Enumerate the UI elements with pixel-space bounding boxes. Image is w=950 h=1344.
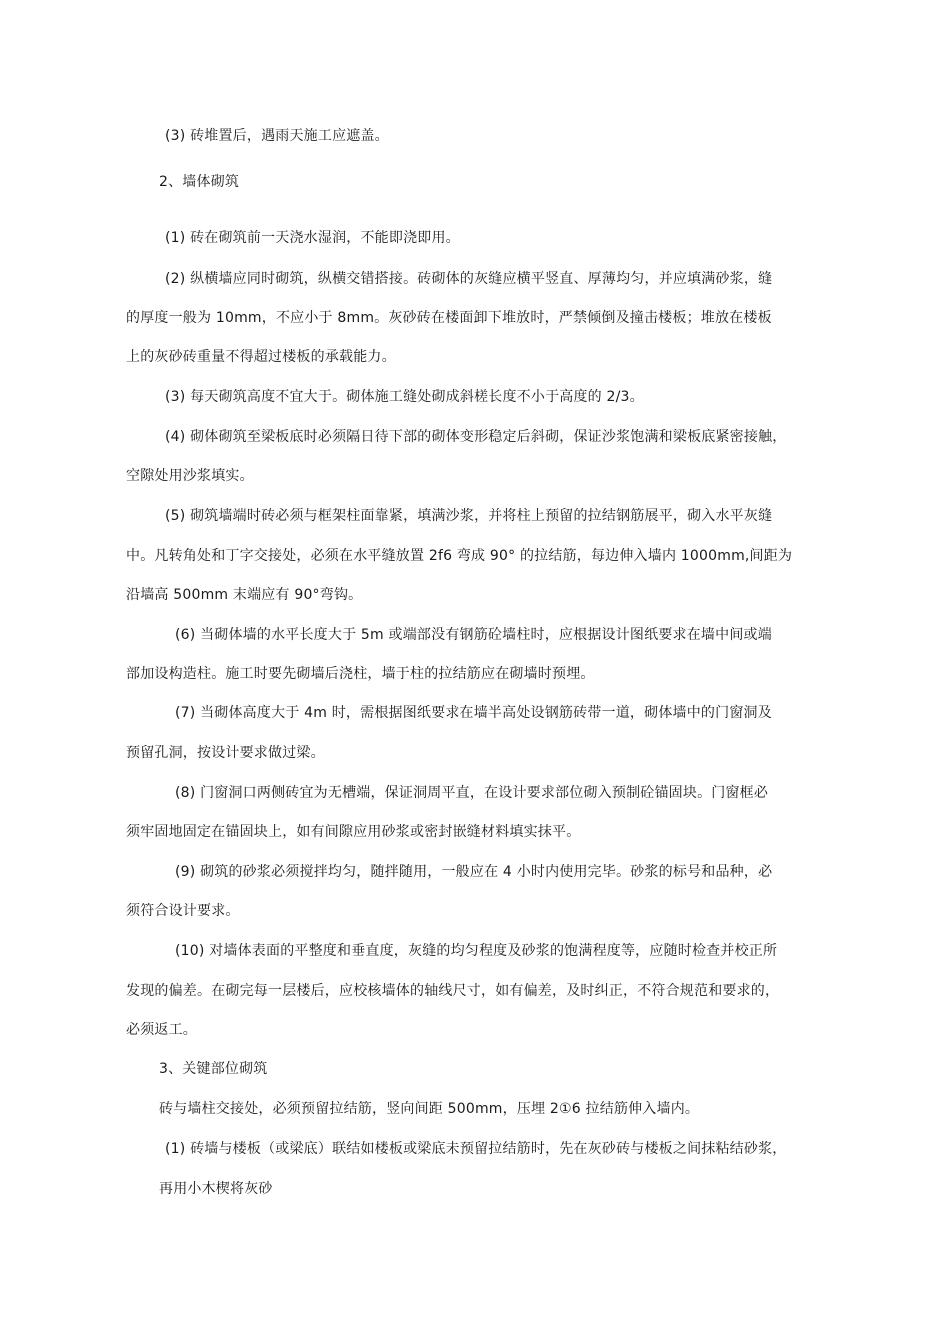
paragraph-line: (3) 砖堆置后，遇雨天施工应遮盖。 [165, 128, 389, 144]
paragraph-line: 空隙处用沙浆填实。 [126, 468, 254, 484]
paragraph-line: (7) 当砌体高度大于 4m 时，需根据图纸要求在墙半高处设钢筋砖带一道，砌体墙中的门窗洞及 [175, 705, 772, 721]
paragraph-line: (1) 砖墙与楼板（或梁底）联结如楼板或梁底未预留拉结筋时，先在灰砂砖与楼板之间抹粘结砂浆， [165, 1141, 787, 1157]
paragraph-line: 预留孔洞，按设计要求做过梁。 [126, 745, 325, 761]
section-heading: 2、墙体砌筑 [159, 174, 240, 190]
section-heading: 3、关键部位砌筑 [159, 1061, 268, 1077]
paragraph-line: 再用小木楔将灰砂 [159, 1181, 273, 1197]
paragraph-line: 须牢固地固定在锚固块上，如有间隙应用砂浆或密封嵌缝材料填实抹平。 [126, 824, 581, 840]
paragraph-line: (8) 门窗洞口两侧砖宜为无槽端，保证洞周平直，在设计要求部位砌入预制砼锚固块。门窗框必 [175, 785, 769, 801]
paragraph-line: (5) 砌筑墙端时砖必须与框架柱面靠紧，填满沙浆，并将柱上预留的拉结钢筋展平，砌入水平灰缝 [165, 508, 773, 524]
paragraph-line: 沿墙高 500mm 末端应有 90°弯钩。 [126, 587, 363, 603]
paragraph-line: 必须返工。 [126, 1022, 197, 1038]
paragraph-line: 中。凡转角处和丁字交接处，必须在水平缝放置 2f6 弯成 90° 的拉结筋，每边伸入墙内 1000mm,间距为 [126, 548, 793, 564]
paragraph-line: (9) 砌筑的砂浆必须搅拌均匀，随拌随用，一般应在 4 小时内使用完毕。砂浆的标号和品种，必 [175, 864, 773, 880]
paragraph-line: 须符合设计要求。 [126, 903, 240, 919]
paragraph-line: (6) 当砌体墙的水平长度大于 5m 或端部没有钢筋砼墙柱时，应根据设计图纸要求在墙中间或端 [175, 627, 772, 643]
paragraph-line: 部加设构造柱。施工时要先砌墙后浇柱，墙于柱的拉结筋应在砌墙时预埋。 [126, 666, 595, 682]
paragraph-line: (1) 砖在砌筑前一天浇水湿润，不能即浇即用。 [165, 230, 460, 246]
paragraph-line: (2) 纵横墙应同时砌筑，纵横交错搭接。砖砌体的灰缝应横平竖直、厚薄均匀，并应填满砂浆，缝 [165, 271, 773, 287]
paragraph-line: (4) 砌体砌筑至梁板底时必须隔日待下部的砌体变形稳定后斜砌，保证沙浆饱满和梁板底紧密接触， [165, 429, 787, 445]
paragraph-line: (10) 对墙体表面的平整度和垂直度，灰缝的均匀程度及砂浆的饱满程度等，应随时检查并校正所 [175, 943, 778, 959]
paragraph-line: (3) 每天砌筑高度不宜大于。砌体施工缝处砌成斜槎长度不小于高度的 2/3。 [165, 389, 644, 405]
paragraph-line: 砖与墙柱交接处，必须预留拉结筋，竖向间距 500mm，压埋 2①6 拉结筋伸入墙内。 [159, 1101, 700, 1117]
paragraph-line: 上的灰砂砖重量不得超过楼板的承载能力。 [126, 349, 396, 365]
paragraph-line: 的厚度一般为 10mm，不应小于 8mm。灰砂砖在楼面卸下堆放时，严禁倾倒及撞击楼板；堆放在楼板 [126, 310, 772, 326]
paragraph-line: 发现的偏差。在砌完每一层楼后，应校核墙体的轴线尺寸，如有偏差，及时纠正，不符合规范和要求的， [126, 983, 780, 999]
